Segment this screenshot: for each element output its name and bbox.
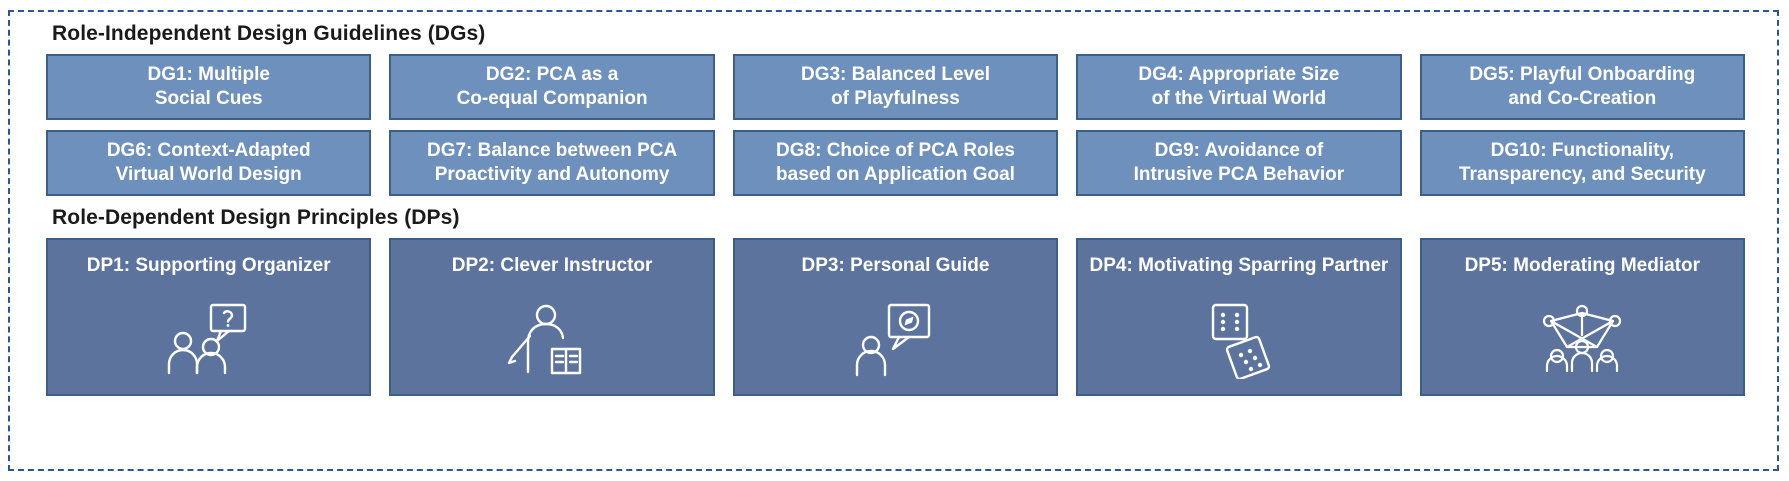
dg-card-3-line2: of Playfulness (831, 88, 960, 109)
dg-card-1-line2: Social Cues (154, 88, 263, 109)
dg-card-8-line2: based on Application Goal (776, 164, 1015, 185)
dg-card-4 (1076, 54, 1401, 120)
dp-card-3-line2: Personal Guide (850, 255, 990, 276)
dg-card-1-line1: DG1: Multiple (147, 63, 270, 85)
dg-card-6 (46, 130, 371, 196)
dg-card-4-line1: DG4: Appropriate Size (1138, 63, 1340, 85)
dp-card-1-line2: Supporting Organizer (135, 255, 331, 276)
dp-card-2 (389, 238, 714, 396)
dg-card-7-line1: DG7: Balance between PCA (426, 139, 678, 161)
dp-card-2-line2: Clever Instructor (500, 255, 653, 276)
dg-card-2 (389, 54, 714, 120)
network-people-icon (1527, 287, 1637, 394)
dg-card-5-line1: DG5: Playful Onboarding (1469, 63, 1696, 85)
dp-card-5-line1: DP5: (1464, 255, 1508, 276)
dp-card-3-line1: DP3: (801, 255, 845, 276)
dg-card-2-line2: Co-equal Companion (456, 88, 648, 109)
dp-card-1 (46, 238, 371, 396)
dg-card-2-line1: DG2: PCA as a (485, 63, 619, 85)
dg-card-10 (1420, 130, 1745, 196)
dp-card-4-line2: Motivating Sparring Partner (1138, 255, 1389, 276)
dg-card-8 (733, 130, 1058, 196)
dg-card-10-line1: DG10: Functionality, (1490, 139, 1674, 161)
dg-card-5-line2: and Co-Creation (1508, 88, 1657, 109)
teacher-pointer-book-icon (506, 287, 598, 394)
dg-card-9-line1: DG9: Avoidance of (1154, 139, 1324, 161)
person-compass-bubble-icon (849, 287, 941, 394)
dg-card-1 (46, 54, 371, 120)
dg-card-5 (1420, 54, 1745, 120)
dp-card-5-line2: Moderating Mediator (1513, 255, 1700, 276)
dg-card-4-line2: of the Virtual World (1151, 88, 1327, 109)
dp-card-4 (1076, 238, 1401, 396)
dp-card-grid (46, 238, 1745, 396)
people-question-bubble-icon (163, 287, 255, 394)
dg-card-7 (389, 130, 714, 196)
dp-card-2-line1: DP2: (451, 255, 496, 276)
dp-card-4-line1: DP4: (1089, 255, 1133, 276)
dg-card-7-line2: Proactivity and Autonomy (434, 164, 670, 185)
dp-section-title: Role-Dependent Design Principles (DPs) (52, 206, 460, 229)
dp-card-5 (1420, 238, 1745, 396)
dg-card-grid (46, 54, 1745, 196)
dg-card-10-line2: Transparency, and Security (1458, 164, 1706, 185)
dg-card-3-line1: DG3: Balanced Level (800, 63, 990, 85)
diagram-content (14, 8, 1775, 406)
dg-card-6-line1: DG6: Context-Adapted (106, 139, 311, 161)
dg-card-9 (1076, 130, 1401, 196)
dp-card-3 (733, 238, 1058, 396)
dg-card-9-line2: Intrusive PCA Behavior (1133, 164, 1345, 185)
dg-card-3 (733, 54, 1058, 120)
dg-card-6-line2: Virtual World Design (115, 164, 302, 185)
dp-card-1-line1: DP1: (86, 255, 131, 276)
dg-section-title: Role-Independent Design Guidelines (DGs) (52, 22, 486, 45)
dg-card-8-line1: DG8: Choice of PCA Roles (776, 139, 1015, 161)
dice-pair-icon (1193, 287, 1285, 394)
